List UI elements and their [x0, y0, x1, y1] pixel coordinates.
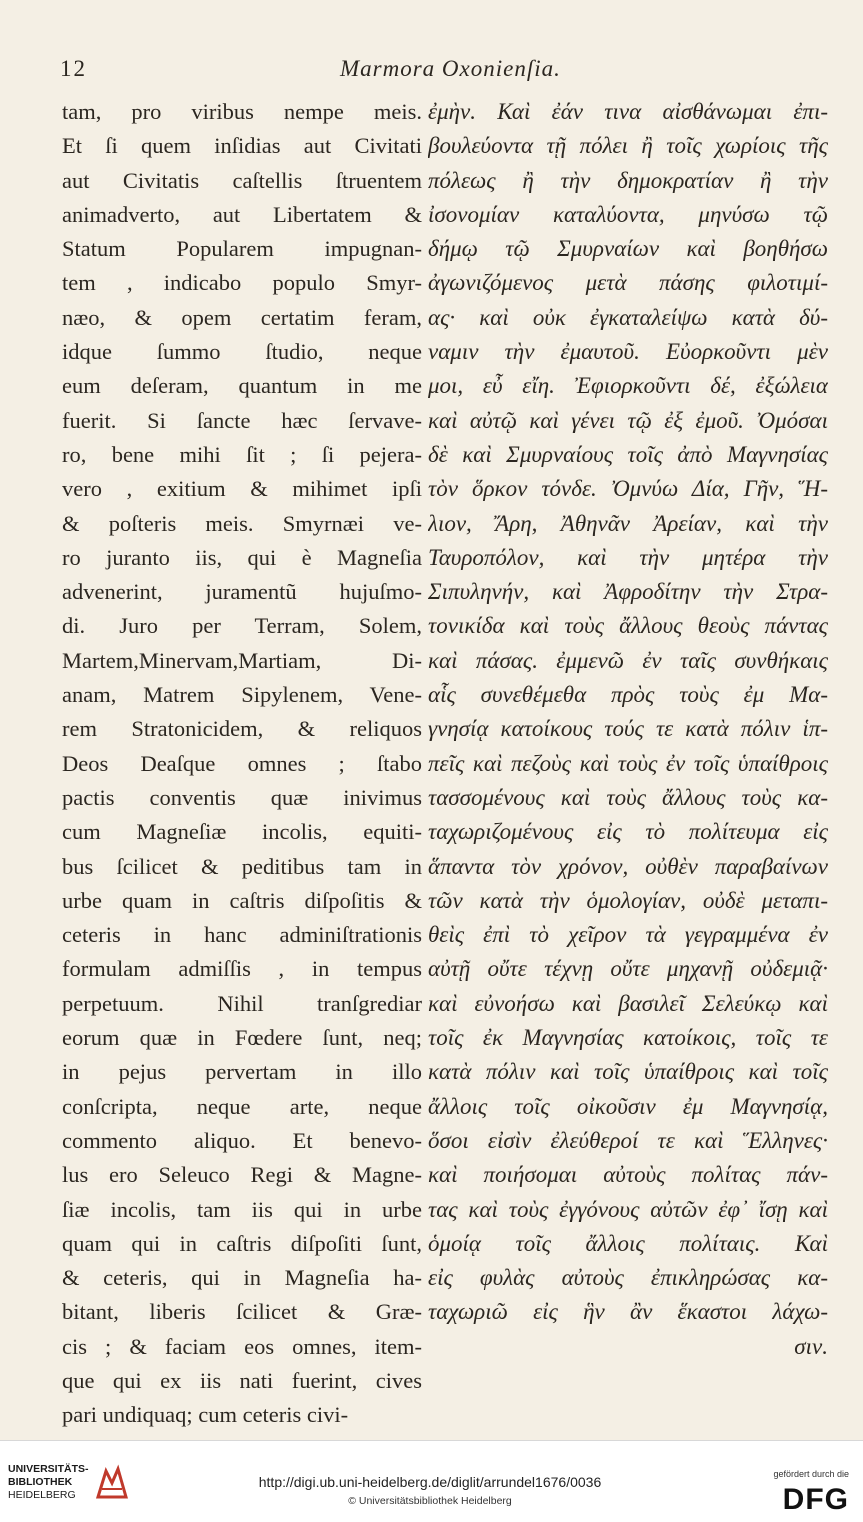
greek-text-line: αὐτῇ οὔτε τέχνῃ οὔτε μηχανῇ οὐδεμιᾷ·: [428, 956, 828, 982]
greek-text-line: πεῖς καὶ πεζοὺς καὶ τοὺς ἐν τοῖς ὑπαίθροις: [428, 750, 828, 776]
greek-text-line: δὲ καὶ Σμυρναίους τοῖς ἀπὸ Μαγνησίας: [428, 441, 828, 467]
latin-text-line: cis ; & faciam eos omnes, item-: [62, 1333, 422, 1359]
latin-text-line: bus ſcilicet & peditibus tam in: [62, 853, 422, 879]
greek-text-line: γνησίᾳ κατοίκους τούς τε κατὰ πόλιν ἱπ-: [428, 716, 828, 742]
latin-text-line: advenerint, juramentũ hujuſmo-: [62, 579, 422, 605]
greek-text-column: [428, 95, 828, 1364]
greek-text-line: ἐμὴν. Καὶ ἐάν τινα αἰσθάνωμαι ἐπι-: [428, 99, 828, 124]
ub-logo-line3: HEIDELBERG: [8, 1489, 76, 1501]
page-number: 12: [60, 56, 87, 81]
latin-text-column: [62, 95, 422, 1433]
greek-text-line: καὶ ποιήσομαι αὐτοὺς πολίτας πάν-: [428, 1162, 828, 1188]
latin-text-line: lus ero Seleuco Regi & Magne-: [62, 1162, 422, 1188]
latin-text-line: cum Magneſiæ incolis, equiti-: [62, 819, 422, 845]
latin-text-line: fuerit. Si ſancte hæc ſervave-: [62, 407, 422, 433]
latin-text-line: eorum quæ in Fœdere ſunt, neq;: [62, 1025, 422, 1051]
greek-text-line: ὅσοι εἰσὶν ἐλεύθεροί τε καὶ Ἕλληνες·: [428, 1127, 828, 1153]
latin-text-line: rem Stratonicidem, & reliquos: [62, 716, 422, 742]
greek-text-line: τασσομένους καὶ τοὺς ἄλλους τοὺς κα-: [428, 784, 828, 810]
latin-text-line: ſiæ incolis, tam iis qui in urbe: [62, 1196, 422, 1222]
latin-text-line: idque ſummo ſtudio, neque: [62, 339, 422, 365]
greek-text-line: εἰς φυλὰς αὐτοὺς ἐπικληρώσας κα-: [428, 1265, 828, 1291]
latin-text-line: perpetuum. Nihil tranſgrediar: [62, 990, 422, 1016]
greek-text-line: δήμῳ τῷ Σμυρναίων καὶ βοηθήσω: [428, 236, 828, 262]
greek-text-line: καὶ εὐνοήσω καὶ βασιλεῖ Σελεύκῳ καὶ: [428, 990, 828, 1016]
greek-text-line: καὶ αὐτῷ καὶ γένει τῷ ἐξ ἐμοῦ. Ὀμόσαι: [428, 407, 828, 433]
latin-text-line: aut Civitatis caſtellis ſtruentem: [62, 167, 422, 193]
greek-text-line: ἀγωνιζόμενος μετὰ πάσης φιλοτιμί-: [428, 270, 828, 296]
latin-text-line: & ceteris, qui in Magneſia ha-: [62, 1265, 422, 1291]
latin-text-line: ro, bene mihi ſit ; ſi pejera-: [62, 441, 422, 467]
latin-text-line: in pejus pervertam in illo: [62, 1059, 422, 1085]
greek-text-line: τῶν κατὰ τὴν ὁμολογίαν, οὐδὲ μεταπι-: [428, 887, 828, 913]
permalink-url[interactable]: http://digi.ub.uni-heidelberg.de/diglit/arrundel1676/0036: [258, 1474, 602, 1490]
greek-text-line: μοι, εὖ εἴη. Ἐφιορκοῦντι δέ, ἐξώλεια: [428, 373, 828, 399]
latin-text-line: vero , exitium & mihimet ipſi: [62, 476, 422, 502]
greek-text-line: τὸν ὅρκον τόνδε. Ὀμνύω Δία, Γῆν, Ἥ-: [428, 476, 828, 502]
running-head: [60, 56, 823, 90]
latin-text-line: anam, Matrem Sipylenem, Vene-: [62, 682, 422, 708]
dfg-logo[interactable]: DFG: [782, 1483, 849, 1516]
latin-text-line: que qui ex iis nati fuerint, cives: [62, 1367, 422, 1393]
greek-text-line: ἄλλοις τοῖς οἰκοῦσιν ἐμ Μαγνησίᾳ,: [428, 1093, 828, 1119]
greek-text-line: θεὶς ἐπὶ τὸ χεῖρον τὰ γεγραμμένα ἐν: [428, 922, 828, 948]
latin-text-line: animadverto, aut Libertatem &: [62, 201, 422, 227]
latin-text-line: pactis conventis quæ inivimus: [62, 784, 422, 810]
greek-text-line: ἅπαντα τὸν χρόνον, οὐθὲν παραβαίνων: [428, 853, 828, 879]
greek-text-line: ταχωριζομένους εἰς τὸ πολίτευμα εἰς: [428, 819, 828, 845]
greek-text-line: ἰσονομίαν καταλύοντα, μηνύσω τῷ: [428, 201, 828, 227]
latin-text-line: conſcripta, neque arte, neque: [62, 1093, 422, 1119]
heidelberg-lion-icon: [92, 1463, 132, 1503]
latin-text-line: Statum Popularem impugnan-: [62, 236, 422, 262]
running-title: Marmora Oxonienſia.: [340, 56, 561, 81]
footer-bar: [0, 1440, 863, 1522]
latin-text-line: pari undiquaq; cum ceteris civi-: [62, 1402, 349, 1428]
latin-text-line: tam, pro viribus nempe meis.: [62, 99, 422, 124]
ub-logo-line1: UNIVERSITÄTS-: [8, 1463, 89, 1475]
latin-text-line: quam qui in caſtris diſpoſiti ſunt,: [62, 1230, 422, 1256]
latin-text-line: eum deſeram, quantum in me: [62, 373, 422, 399]
latin-text-line: di. Juro per Terram, Solem,: [62, 613, 422, 639]
greek-text-line: τονικίδα καὶ τοὺς ἄλλους θεοὺς πάντας: [428, 613, 828, 639]
ub-logo-line2: BIBLIOTHEK: [8, 1476, 73, 1488]
greek-text-line: αἷς συνεθέμεθα πρὸς τοὺς ἐμ Μα-: [428, 682, 828, 708]
greek-text-line: ὁμοίᾳ τοῖς ἄλλοις πολίταις. Καὶ: [428, 1230, 828, 1256]
latin-text-line: Deos Deaſque omnes ; ſtabo: [62, 750, 422, 776]
latin-text-line: tem , indicabo populo Smyr-: [62, 270, 422, 296]
funded-by-label: gefördert durch die: [773, 1469, 849, 1479]
latin-text-line: & poſteris meis. Smyrnæi ve-: [62, 510, 422, 536]
greek-text-line: πόλεως ἢ τὴν δημοκρατίαν ἢ τὴν: [428, 167, 828, 193]
latin-text-line: ro juranto iis, qui è Magneſia: [62, 544, 422, 570]
greek-text-line: Σιπυληνήν, καὶ Ἀφροδίτην τὴν Στρα-: [428, 579, 828, 605]
greek-text-line: Ταυροπόλον, καὶ τὴν μητέρα τὴν: [428, 544, 828, 570]
copyright-notice: © Universitätsbibliothek Heidelberg: [348, 1495, 512, 1507]
greek-text-line: κατὰ πόλιν καὶ τοῖς ὑπαίθροις καὶ τοῖς: [428, 1059, 828, 1085]
latin-text-line: ceteris in hanc adminiſtrationis: [62, 922, 422, 948]
latin-text-line: Martem,Minervam,Martiam, Di-: [62, 647, 422, 673]
ub-logo-text: [8, 1463, 89, 1502]
latin-text-line: bitant, liberis ſcilicet & Græ-: [62, 1299, 422, 1325]
greek-text-line: τοῖς ἐκ Μαγνησίας κατοίκοις, τοῖς τε: [428, 1025, 828, 1051]
latin-text-line: Et ſi quem inſidias aut Civitati: [62, 133, 422, 159]
greek-text-line: τας καὶ τοὺς ἐγγόνους αὐτῶν ἐφ᾽ ἴσῃ καὶ: [428, 1196, 828, 1222]
latin-text-line: commento aliquo. Et benevo-: [62, 1127, 422, 1153]
greek-text-line: σιν.: [794, 1333, 828, 1359]
latin-text-line: formulam admiſſis , in tempus: [62, 956, 422, 982]
latin-text-line: næo, & opem certatim feram,: [62, 304, 422, 330]
greek-text-line: λιον, Ἄρη, Ἀθηνᾶν Ἀρείαν, καὶ τὴν: [428, 510, 828, 536]
greek-text-line: βουλεύοντα τῇ πόλει ἢ τοῖς χωρίοις τῆς: [428, 133, 828, 159]
ub-heidelberg-logo[interactable]: [8, 1463, 208, 1509]
greek-text-line: ας· καὶ οὐκ ἐγκαταλείψω κατὰ δύ-: [428, 304, 828, 330]
latin-text-line: urbe quam in caſtris diſpoſitis &: [62, 887, 422, 913]
greek-text-line: ναμιν τὴν ἐμαυτοῦ. Εὐορκοῦντι μὲν: [428, 339, 828, 365]
greek-text-line: ταχωριῶ εἰς ἣν ἂν ἕκαστοι λάχω-: [428, 1299, 828, 1325]
greek-text-line: καὶ πάσας. ἐμμενῶ ἐν ταῖς συνθήκαις: [428, 647, 828, 673]
